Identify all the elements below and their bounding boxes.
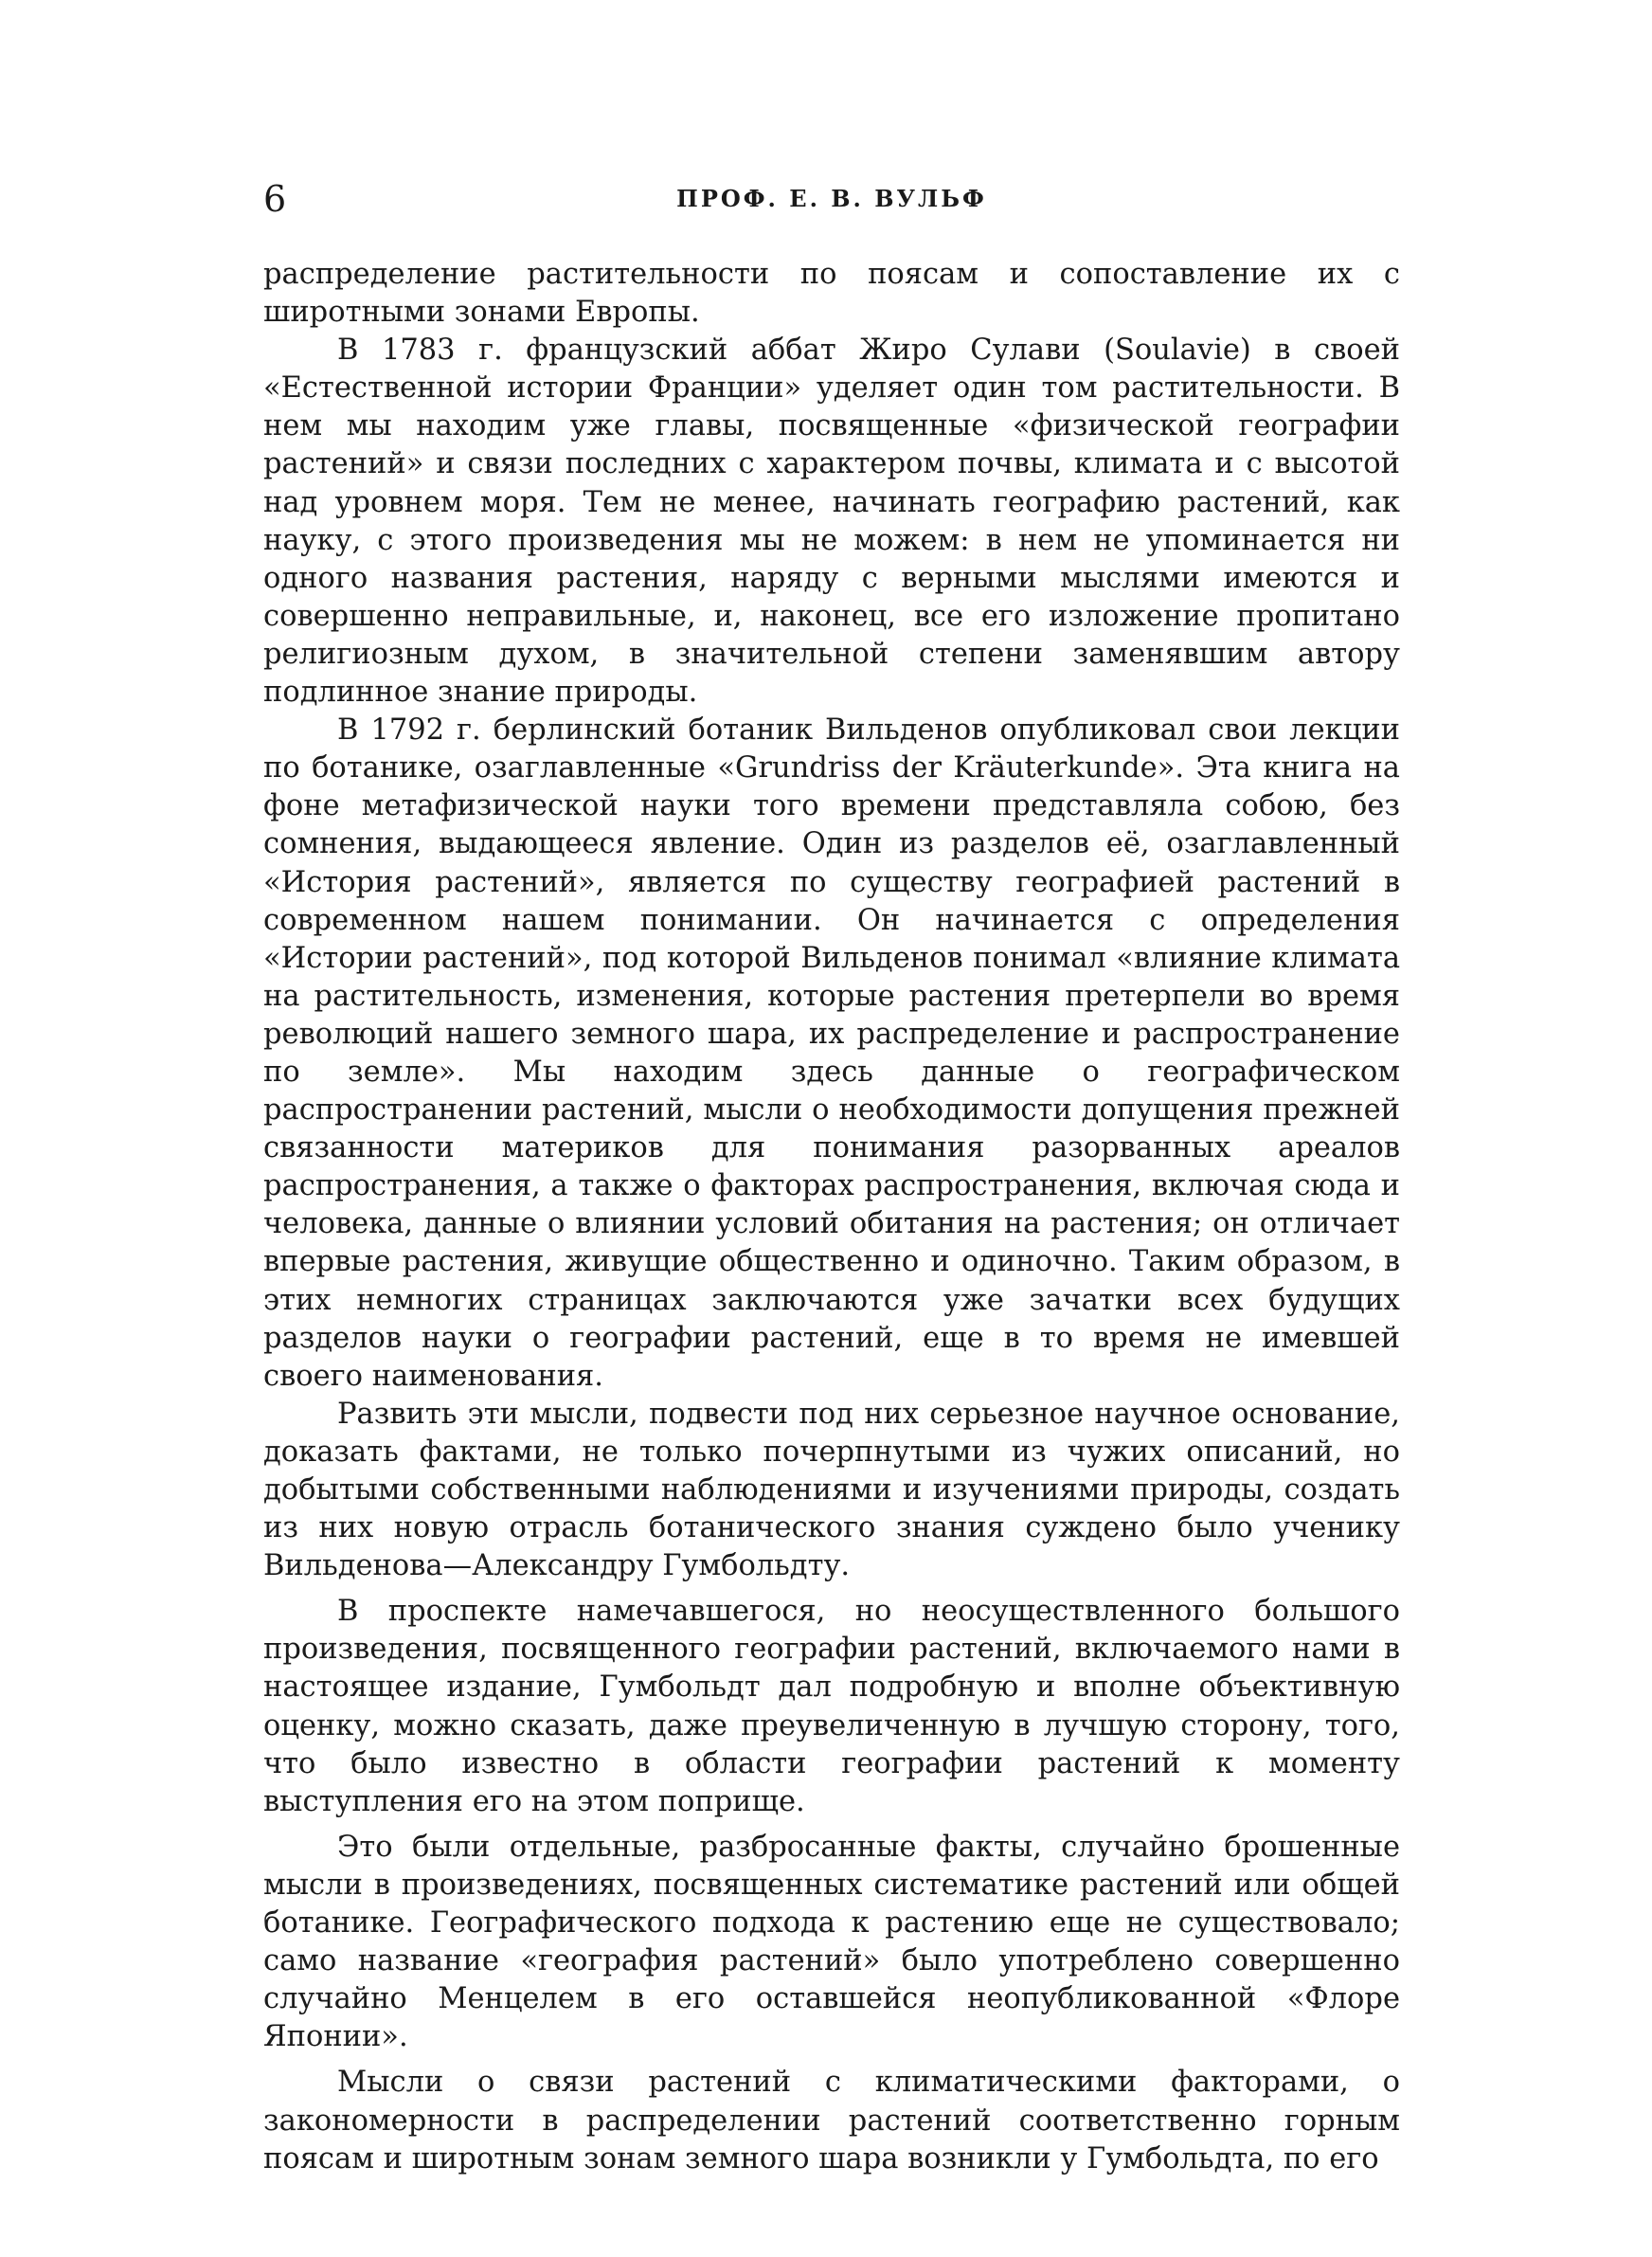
paragraph-continuation: распределение растительности по поясам и сопоставление их с широтными зонами Европы. (263, 258, 1400, 330)
paragraph-soulavie: В 1783 г. французский аббат Жиро Сулави (Soulavie) в своей «Естественной истории Франции» уделяет один том растительности. В нем мы находим уже главы, посвященные «физической географии растений» и связи последних с характером почвы, климата и с высотой над уровнем моря. Тем не менее, начинать географию растений, как науку, с этого произведения мы не можем: в нем не упоминается ни одного названия растения, наряду с верными мыслями имеются и совершенно неправильные, и, наконец, все его изложение пропитано религиозным духом, в значительной степени заменявшим автору подлинное знание природы. (263, 334, 1400, 710)
paragraph-climate-ideas: Мысли о связи растений с климатическими факторами, о закономерности в распределении растений соответственно горным поясам и широтным зонам земного шара возникли у Гумбольдта, по его (263, 2066, 1400, 2176)
running-title: ПРОФ. Е. В. ВУЛЬФ (676, 185, 987, 212)
page-number: 6 (263, 178, 287, 220)
paragraph-humboldt-task: Развить эти мысли, подвести под них серьезное научное основание, доказать фактами, не только почерпнутыми из чужих описаний, но добытыми собственными наблюдениями и изучениями природы, создать из них новую отрасль ботанического знания суждено было ученику Вильденова—Александру Гумбольдту. (263, 1397, 1400, 1583)
paragraph-willdenow: В 1792 г. берлинский ботаник Вильденов опубликовал свои лекции по ботанике, озаглавленные «Grundriss der Kräuterkunde». Эта книга на фоне метафизической науки того времени представляла собою, без сомнения, выдающееся явление. Один из разделов её, озаглавленный «История растений», является по существу географией растений в современном нашем понимании. Он начинается с определения «Истории растений», под которой Вильденов понимал «влияние климата на растительность, изменения, которые растения претерпели во время революций нашего земного шара, их распределение и распространение по земле». Мы находим здесь данные о географическом распространении растений, мысли о необходимости допущения прежней связанности материков для понимания разорванных ареалов распространения, а также о факторах распространения, включая сюда и человека, данные о влиянии условий обитания на растения; он отличает впервые растения, живущие общественно и одиночно. Таким образом, в этих немногих страницах заключаются уже зачатки всех будущих разделов науки о географии растений, еще в то время не имевшей своего наименования. (263, 713, 1400, 1393)
body-text (263, 256, 1400, 2178)
paragraph-prospectus: В проспекте намечавшегося, но неосуществленного большого произведения, посвященного географии растений, включаемого нами в настоящее издание, Гумбольдт дал подробную и вполне объективную оценку, можно сказать, даже преувеличенную в лучшую сторону, того, что было известно в области географии растений к моменту выступления его на этом поприще. (263, 1595, 1400, 1818)
running-head (263, 178, 1400, 220)
paragraph-scattered-facts: Это были отдельные, разбросанные факты, случайно брошенные мысли в произведениях, посвященных систематике растений или общей ботанике. Географического подхода к растению еще не существовало; само название «география растений» было употреблено совершенно случайно Менцелем в его оставшейся неопубликованной «Флоре Японии». (263, 1830, 1400, 2054)
